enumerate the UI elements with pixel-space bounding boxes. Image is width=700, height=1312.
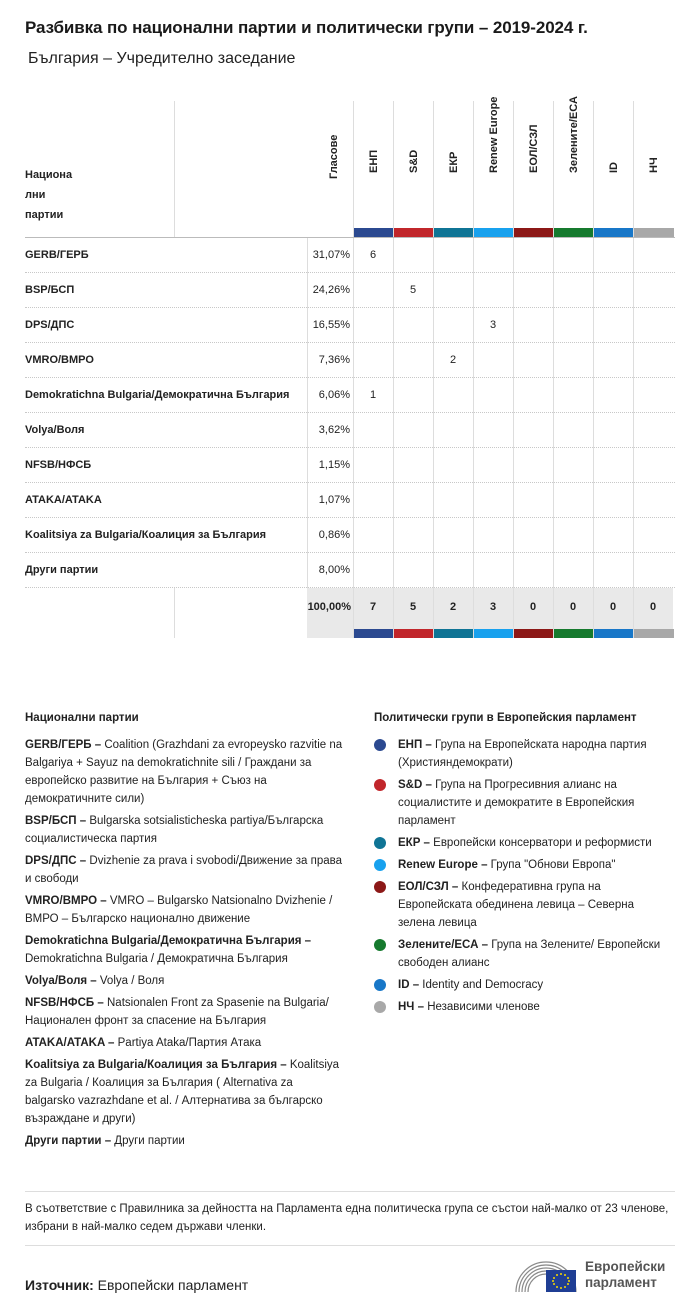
total-seat-cell xyxy=(433,588,473,638)
party-name: Demokratichna Bulgaria/Демократична България xyxy=(25,389,290,401)
seat-cell xyxy=(553,518,593,553)
group-color-bar xyxy=(634,228,674,237)
vote-share: 3,62% xyxy=(307,413,353,448)
political-group-legend-item xyxy=(374,878,674,932)
party-name: Volya/Воля xyxy=(25,424,85,436)
divider xyxy=(174,588,175,638)
seat-cell xyxy=(633,553,673,588)
party-name: Koalitsiya za Bulgaria/Коалиция за България xyxy=(25,529,267,541)
group-color-bar xyxy=(394,629,434,638)
party-abbr: Volya/Воля – xyxy=(25,975,97,987)
party-desc: Volya / Воля xyxy=(99,975,165,987)
total-seats: 0 xyxy=(530,601,537,613)
group-color-dot-icon xyxy=(374,739,386,751)
source xyxy=(25,1277,248,1293)
group-color-bar xyxy=(474,629,514,638)
seat-cell xyxy=(353,553,393,588)
seat-cell xyxy=(353,483,393,518)
vote-share: 31,07% xyxy=(307,238,353,273)
total-seat-cell xyxy=(633,588,673,638)
seat-cell xyxy=(553,553,593,588)
table-row xyxy=(25,412,675,447)
party-header-line: лни xyxy=(25,189,46,201)
group-color-bar xyxy=(554,629,594,638)
seat-cell xyxy=(433,273,473,308)
logo-line: Европейски xyxy=(585,1259,666,1274)
total-seat-cell xyxy=(593,588,633,638)
group-column-header xyxy=(473,96,513,237)
group-label: ID xyxy=(608,162,620,173)
party-desc: Partiya Ataka/Партия Атака xyxy=(117,1037,262,1049)
seat-cell xyxy=(593,483,633,518)
party-abbr: GERB/ГЕРБ – xyxy=(25,739,102,751)
group-column-header xyxy=(393,101,433,237)
group-label: НЧ xyxy=(648,157,660,173)
seat-cell xyxy=(593,273,633,308)
total-seats: 2 xyxy=(450,601,457,613)
seat-cell xyxy=(593,448,633,483)
party-name: VMRO/ВМРО xyxy=(25,354,94,366)
political-group-legend-item xyxy=(374,856,674,874)
national-party-legend-item xyxy=(25,932,345,968)
group-column-header xyxy=(593,101,633,237)
group-desc: Група на Зелените/ Европейски свободен алианс xyxy=(398,939,661,969)
total-seat-cell xyxy=(393,588,433,638)
group-desc: Група на Прогресивния алианс на социалистите и демократите в Европейския парламент xyxy=(398,779,635,827)
seat-cell xyxy=(633,518,673,553)
seat-cell xyxy=(553,378,593,413)
group-color-bar xyxy=(354,228,394,237)
group-abbr: ЕКР – xyxy=(398,837,430,849)
total-seat-cell xyxy=(473,588,513,638)
group-abbr: ЕОЛ/СЗЛ – xyxy=(398,881,459,893)
party-header-line: Национа xyxy=(25,169,73,181)
national-party-legend-item xyxy=(25,1056,345,1128)
seat-cell xyxy=(553,343,593,378)
seat-cell xyxy=(513,343,553,378)
seat-cell xyxy=(513,553,553,588)
seat-cell: 3 xyxy=(473,308,513,343)
vote-share: 6,06% xyxy=(307,378,353,413)
seat-cell xyxy=(473,238,513,273)
group-color-dot-icon xyxy=(374,1001,386,1013)
national-parties-legend xyxy=(25,712,345,1154)
seat-cell xyxy=(353,273,393,308)
seat-cell xyxy=(513,448,553,483)
seat-cell xyxy=(593,553,633,588)
group-color-bar xyxy=(434,228,474,237)
group-color-dot-icon xyxy=(374,837,386,849)
table-row xyxy=(25,517,675,552)
party-name: ATAKA/ATAKA xyxy=(25,494,102,506)
political-group-legend-item xyxy=(374,736,674,772)
source-label: Източник: xyxy=(25,1277,94,1293)
table-row xyxy=(25,342,675,377)
seat-cell xyxy=(393,413,433,448)
vote-share: 8,00% xyxy=(307,553,353,588)
party-desc: Други партии xyxy=(114,1135,185,1147)
total-seats: 0 xyxy=(570,601,577,613)
seat-cell xyxy=(633,273,673,308)
seat-cell xyxy=(393,518,433,553)
group-abbr: Зелените/ЕСА – xyxy=(398,939,488,951)
seat-cell xyxy=(393,378,433,413)
party-name: DPS/ДПС xyxy=(25,319,75,331)
seat-cell xyxy=(353,343,393,378)
seat-cell xyxy=(433,378,473,413)
seat-cell xyxy=(633,378,673,413)
seat-cell xyxy=(473,273,513,308)
seat-cell xyxy=(553,308,593,343)
party-desc: Natsionalen Front za Spasenie na Bulgaria/ Национален фронт за спасение на България xyxy=(25,997,329,1027)
footnote: В съответствие с Правилника за дейността на Парламента една политическа група се състои най-малко от 23 членове, избрани в най-малко седем държави членки. xyxy=(25,1191,675,1246)
party-desc: Bulgarska sotsialisticheska partiya/Българска социалистическа партия xyxy=(25,815,324,845)
political-groups-legend xyxy=(374,712,674,1020)
seat-cell xyxy=(633,483,673,518)
seat-cell xyxy=(393,308,433,343)
party-desc: VMRO – Bulgarsko Natsionalno Dvizhenie / ВМРО – Българско национално движение xyxy=(25,895,333,925)
party-abbr: ATAKA/ATAKA – xyxy=(25,1037,115,1049)
group-color-bar xyxy=(354,629,394,638)
total-seat-cell xyxy=(513,588,553,638)
seat-cell xyxy=(553,238,593,273)
seat-cell: 2 xyxy=(433,343,473,378)
seat-cell xyxy=(593,378,633,413)
seat-cell xyxy=(553,483,593,518)
table-row xyxy=(25,272,675,307)
group-color-bar xyxy=(514,629,554,638)
logo-text xyxy=(585,1259,665,1291)
seat-cell xyxy=(353,448,393,483)
group-color-bar xyxy=(554,228,594,237)
group-label: ЕНП xyxy=(368,149,380,173)
group-color-bar xyxy=(594,228,634,237)
table-row xyxy=(25,482,675,517)
seat-cell xyxy=(473,518,513,553)
national-party-legend-item xyxy=(25,994,345,1030)
political-group-legend-item xyxy=(374,976,674,994)
group-desc: Европейски консерватори и реформисти xyxy=(433,837,652,849)
seat-cell xyxy=(633,238,673,273)
group-column-header xyxy=(353,101,393,237)
national-party-legend-item xyxy=(25,1132,345,1150)
total-seat-cell xyxy=(553,588,593,638)
total-seats: 5 xyxy=(410,601,417,613)
seat-cell xyxy=(513,483,553,518)
group-abbr: Renew Europe – xyxy=(398,859,488,871)
party-column-header xyxy=(25,165,85,225)
group-abbr: ID – xyxy=(398,979,420,991)
party-abbr: BSP/БСП – xyxy=(25,815,87,827)
seat-cell xyxy=(353,308,393,343)
group-color-bar xyxy=(394,228,434,237)
group-abbr: НЧ – xyxy=(398,1001,424,1013)
group-color-dot-icon xyxy=(374,859,386,871)
seat-cell xyxy=(433,483,473,518)
party-abbr: Demokratichna Bulgaria/Демократична България – xyxy=(25,935,312,947)
logo-line: парламент xyxy=(585,1275,657,1290)
vote-share: 0,86% xyxy=(307,518,353,553)
seat-cell xyxy=(473,483,513,518)
group-label: ЕКР xyxy=(448,151,460,173)
european-parliament-logo xyxy=(514,1256,676,1296)
seat-cell xyxy=(433,448,473,483)
political-group-legend-item xyxy=(374,776,674,830)
seat-cell xyxy=(433,238,473,273)
group-color-bar xyxy=(434,629,474,638)
total-seats: 0 xyxy=(650,601,657,613)
seat-cell xyxy=(393,238,433,273)
seat-cell: 5 xyxy=(393,273,433,308)
group-desc: Група на Европейската народна партия (Християндемократи) xyxy=(398,739,647,769)
party-desc: Koalitsiya za Bulgaria / Коалиция за България ( Alternativa za balgarsko vazrazhdane et al. / Алтернатива за българско възраждане и други) xyxy=(25,1059,340,1125)
seat-cell xyxy=(433,518,473,553)
seat-cell xyxy=(433,308,473,343)
party-name: BSP/БСП xyxy=(25,284,75,296)
national-party-legend-item xyxy=(25,972,345,990)
party-name: GERB/ГЕРБ xyxy=(25,249,89,261)
legend-title: Политически групи в Европейския парламент xyxy=(374,712,637,724)
seat-cell xyxy=(633,413,673,448)
total-seats: 0 xyxy=(610,601,617,613)
seat-cell xyxy=(633,308,673,343)
source-value: Европейски парламент xyxy=(97,1277,249,1293)
vote-share: 24,26% xyxy=(307,273,353,308)
group-abbr: S&D – xyxy=(398,779,432,791)
national-party-legend-item xyxy=(25,852,345,888)
party-abbr: DPS/ДПС – xyxy=(25,855,87,867)
total-seats: 3 xyxy=(490,601,497,613)
party-header-line: партии xyxy=(25,209,64,221)
seat-cell xyxy=(513,308,553,343)
seat-cell xyxy=(513,273,553,308)
seat-cell xyxy=(433,413,473,448)
group-label: ЕОЛ/СЗЛ xyxy=(528,124,540,173)
vote-share: 1,07% xyxy=(307,483,353,518)
seat-cell xyxy=(593,413,633,448)
group-abbr: ЕНП – xyxy=(398,739,432,751)
group-color-bar xyxy=(634,629,674,638)
group-color-bar xyxy=(514,228,554,237)
party-desc: Demokratichna Bulgaria / Демократична България xyxy=(25,953,288,965)
seat-cell xyxy=(473,448,513,483)
group-color-dot-icon xyxy=(374,779,386,791)
group-color-bar xyxy=(474,228,514,237)
group-desc: Група "Обнови Европа" xyxy=(490,859,616,871)
group-label: S&D xyxy=(408,149,420,173)
group-column-header xyxy=(433,101,473,237)
table-row xyxy=(25,307,675,342)
legend-title: Национални партии xyxy=(25,712,139,724)
seat-cell xyxy=(473,553,513,588)
seat-cell xyxy=(593,518,633,553)
page-title: Разбивка по национални партии и политически групи – 2019-2024 г. xyxy=(25,18,588,37)
political-group-legend-item xyxy=(374,998,674,1016)
seat-cell xyxy=(553,273,593,308)
seat-cell xyxy=(393,553,433,588)
seat-cell xyxy=(633,343,673,378)
party-abbr: VMRO/ВМРО – xyxy=(25,895,107,907)
votes-column-header: Гласове xyxy=(328,134,340,179)
seat-cell xyxy=(593,343,633,378)
total-votes: 100,00% xyxy=(307,588,353,638)
group-column-header xyxy=(513,101,553,237)
seat-cell xyxy=(473,343,513,378)
seat-cell: 1 xyxy=(353,378,393,413)
seat-cell xyxy=(473,413,513,448)
group-desc: Identity and Democracy xyxy=(422,979,544,991)
party-name: Други партии xyxy=(25,564,99,576)
party-abbr: NFSB/НФСБ – xyxy=(25,997,104,1009)
seat-cell xyxy=(553,448,593,483)
divider xyxy=(174,101,175,237)
party-abbr: Koalitsiya za Bulgaria/Коалиция за България – xyxy=(25,1059,287,1071)
table-header xyxy=(25,96,675,237)
party-desc: Dvizhenie za prava i svobodi/Движение за права и свободи xyxy=(25,855,343,885)
seat-cell xyxy=(393,483,433,518)
national-party-legend-item xyxy=(25,736,345,808)
group-desc: Конфедеративна група на Европейската обединена левица – Северна зелена левица xyxy=(398,881,634,929)
vote-share: 1,15% xyxy=(307,448,353,483)
seat-cell xyxy=(513,518,553,553)
hemicycle-icon xyxy=(514,1256,578,1294)
total-seats: 7 xyxy=(370,601,377,613)
page-subtitle: България – Учредително заседание xyxy=(28,50,296,67)
national-party-legend-item xyxy=(25,1034,345,1052)
vote-share: 7,36% xyxy=(307,343,353,378)
group-label: Зелените/ЕСА xyxy=(568,96,580,173)
seat-cell xyxy=(593,238,633,273)
seat-cell xyxy=(513,238,553,273)
results-table xyxy=(25,96,675,637)
table-row xyxy=(25,237,675,272)
national-party-legend-item xyxy=(25,812,345,848)
seat-cell xyxy=(393,343,433,378)
group-desc: Независими членове xyxy=(427,1001,540,1013)
seat-cell xyxy=(473,378,513,413)
seat-cell xyxy=(553,413,593,448)
seat-cell xyxy=(513,413,553,448)
national-party-legend-item xyxy=(25,892,345,928)
table-row xyxy=(25,377,675,412)
political-group-legend-item xyxy=(374,936,674,972)
totals-row xyxy=(25,587,675,637)
group-column-header xyxy=(553,96,593,237)
total-seat-cell xyxy=(353,588,393,638)
party-desc: Coalition (Grazhdani za evropeysko razvitie na Balgariya + Sayuz na demokratichnite sili / Граждани за европейско развитие на България + Съюз на демократичните сили) xyxy=(25,739,343,805)
seat-cell xyxy=(433,553,473,588)
group-column-header xyxy=(633,101,673,237)
seat-cell xyxy=(353,518,393,553)
party-name: NFSB/НФСБ xyxy=(25,459,92,471)
seat-cell xyxy=(513,378,553,413)
seat-cell xyxy=(353,413,393,448)
group-color-dot-icon xyxy=(374,881,386,893)
group-color-bar xyxy=(594,629,634,638)
party-abbr: Други партии – xyxy=(25,1135,112,1147)
group-color-dot-icon xyxy=(374,979,386,991)
group-color-dot-icon xyxy=(374,939,386,951)
seat-cell xyxy=(633,448,673,483)
political-group-legend-item xyxy=(374,834,674,852)
group-label: Renew Europe xyxy=(488,96,500,173)
seat-cell xyxy=(393,448,433,483)
vote-share: 16,55% xyxy=(307,308,353,343)
table-row xyxy=(25,447,675,482)
seat-cell: 6 xyxy=(353,238,393,273)
table-row xyxy=(25,552,675,587)
seat-cell xyxy=(593,308,633,343)
